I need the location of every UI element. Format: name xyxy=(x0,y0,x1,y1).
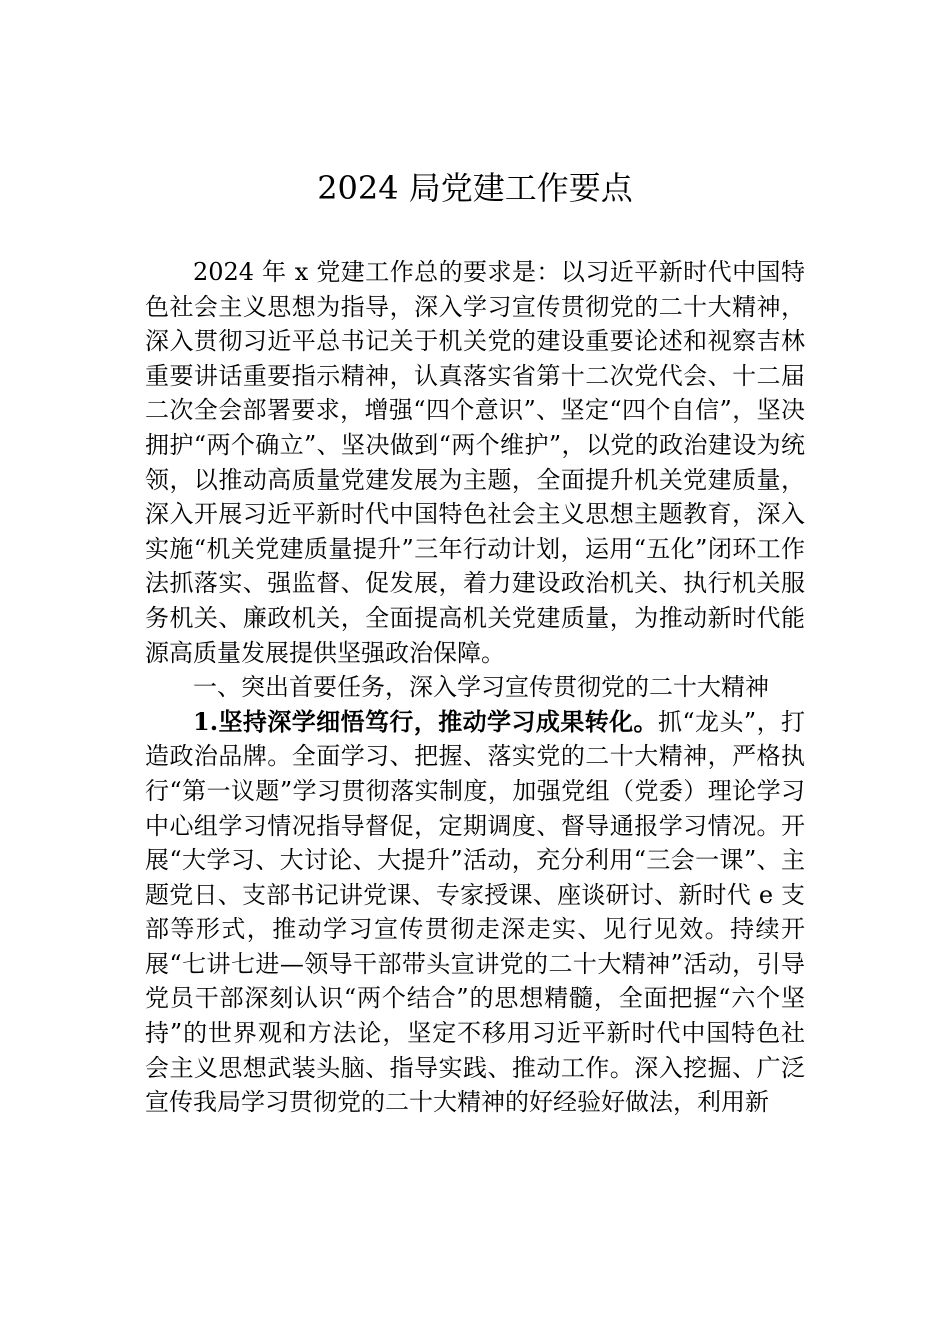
item-body: 抓“龙头”，打造政治品牌。全面学习、把握、落实党的二十大精神，严格执行“第一议题”学习贯彻落实制度，加强党组（党委）理论学习中心组学习情况指导督促，定期调度、督导通报学习情况。开展“大学习、大讨论、大提升”活动，充分利用“三会一课”、主题党日、支部书记讲党课、专家授课、座谈研讨、新时代 e 支部等形式，推动学习宣传贯彻走深走实、见行见效。持续开展“七讲七进—领导干部带头宣讲党的二十大精神”活动，引导党员干部深刻认识“两个结合”的思想精髓，全面把握“六个坚持”的世界观和方法论，坚定不移用习近平新时代中国特色社会主义思想武装头脑、指导实践、推动工作。深入挖掘、广泛宣传我局学习贯彻党的二十大精神的好经验好做法，利用新 xyxy=(145,707,805,1117)
item-paragraph xyxy=(145,705,805,1120)
section-heading: 一、突出首要任务，深入学习宣传贯彻党的二十大精神 xyxy=(193,673,769,702)
item-heading: 1.坚持深学细悟笃行，推动学习成果转化。 xyxy=(193,706,658,736)
document-body xyxy=(145,255,805,1120)
document-title: 2024 局党建工作要点 xyxy=(317,169,633,207)
intro-paragraph: 2024 年 x 党建工作总的要求是：以习近平新时代中国特色社会主义思想为指导，深入学习宣传贯彻党的二十大精神，深入贯彻习近平总书记关于机关党的建设重要论述和视察吉林重要讲话重要指示精神，认真落实省第十二次党代会、十二届二次全会部署要求，增强“四个意识”、坚定“四个自信”，坚决拥护“两个确立”、坚决做到“两个维护”，以党的政治建设为统领，以推动高质量党建发展为主题，全面提升机关党建质量，深入开展习近平新时代中国特色社会主义思想主题教育，深入实施“机关党建质量提升”三年行动计划，运用“五化”闭环工作法抓落实、强监督、促发展，着力建设政治机关、执行机关服务机关、廉政机关，全面提高机关党建质量，为推动新时代能源高质量发展提供坚强政治保障。 xyxy=(145,258,805,667)
